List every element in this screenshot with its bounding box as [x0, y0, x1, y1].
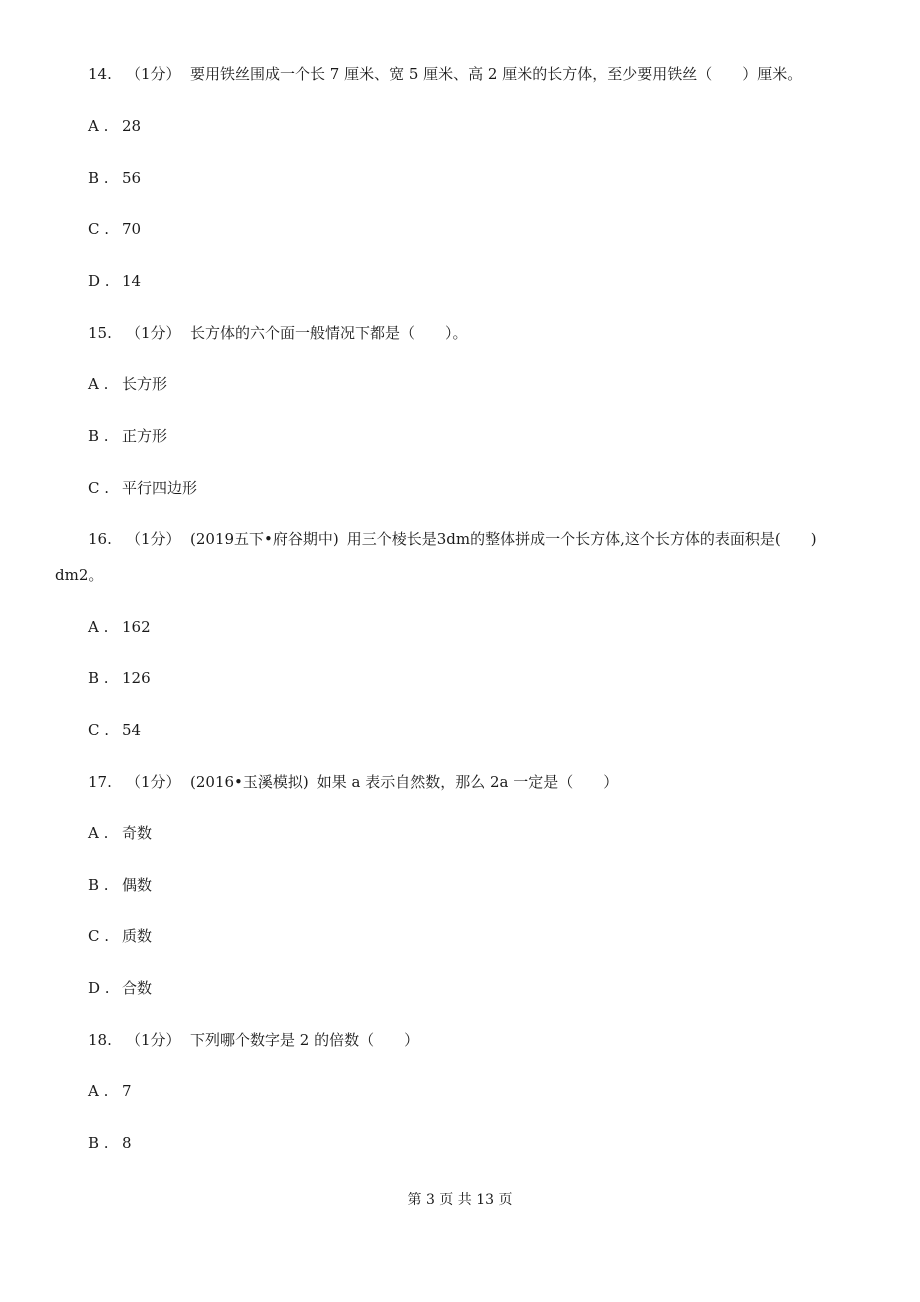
- question-17-option-a[interactable]: [88, 823, 152, 843]
- option-text: 7: [122, 1082, 132, 1100]
- option-letter: C .: [88, 479, 110, 497]
- option-text: 合数: [122, 979, 153, 997]
- option-letter: D .: [88, 272, 110, 290]
- option-text: 8: [122, 1134, 132, 1152]
- question-text: 下列哪个数字是 2 的倍数（ ）: [190, 1031, 420, 1049]
- question-score: （1分）: [126, 530, 181, 548]
- question-number: 15.: [88, 324, 112, 342]
- question-text: 如果 a 表示自然数，那么 2a 一定是（ ）: [316, 773, 619, 791]
- option-letter: D .: [88, 979, 110, 997]
- question-text: 要用铁丝围成一个长 7 厘米、宽 5 厘米、高 2 厘米的长方体，至少要用铁丝（ ）厘米。: [190, 65, 803, 83]
- option-text: 奇数: [122, 824, 153, 842]
- option-text: 正方形: [122, 427, 168, 445]
- option-text: 长方形: [122, 375, 168, 393]
- option-letter: B .: [88, 876, 109, 894]
- option-letter: A .: [88, 375, 109, 393]
- option-letter: A .: [88, 1082, 109, 1100]
- option-letter: B .: [88, 169, 109, 187]
- question-score: （1分）: [126, 1031, 181, 1049]
- option-text: 162: [122, 618, 151, 636]
- option-letter: B .: [88, 1134, 109, 1152]
- question-17-option-c[interactable]: [88, 926, 152, 946]
- option-text: 126: [122, 669, 151, 687]
- question-18-stem: [88, 1030, 419, 1050]
- question-16-option-a[interactable]: [88, 617, 151, 637]
- option-text: 54: [122, 721, 142, 739]
- option-text: 平行四边形: [122, 479, 198, 497]
- question-14-option-b[interactable]: [88, 168, 141, 188]
- option-text: 14: [122, 272, 142, 290]
- question-16-option-c[interactable]: [88, 720, 141, 740]
- question-14-option-c[interactable]: [88, 219, 141, 239]
- option-text: 偶数: [122, 876, 153, 894]
- question-16-stem: [88, 529, 817, 549]
- question-15-option-a[interactable]: [88, 374, 167, 394]
- option-text: 28: [122, 117, 142, 135]
- question-16-stem-continued: [55, 565, 103, 585]
- option-letter: A .: [88, 618, 109, 636]
- option-letter: B .: [88, 427, 109, 445]
- question-text-continued: dm2。: [55, 566, 104, 584]
- question-score: （1分）: [126, 65, 181, 83]
- question-source: (2019五下•府谷期中): [190, 530, 339, 548]
- option-letter: A .: [88, 117, 109, 135]
- option-text: 56: [122, 169, 142, 187]
- question-15-option-c[interactable]: [88, 478, 197, 498]
- option-letter: C .: [88, 927, 110, 945]
- question-number: 16.: [88, 530, 112, 548]
- question-15-option-b[interactable]: [88, 426, 167, 446]
- option-text: 70: [122, 220, 142, 238]
- question-17-stem: [88, 772, 618, 792]
- question-16-option-b[interactable]: [88, 668, 151, 688]
- option-text: 质数: [122, 927, 153, 945]
- question-score: （1分）: [126, 773, 181, 791]
- question-18-option-b[interactable]: [88, 1133, 132, 1153]
- option-letter: B .: [88, 669, 109, 687]
- question-15-stem: [88, 323, 468, 343]
- page-footer: 第 3 页 共 13 页: [407, 1192, 513, 1208]
- question-14-stem: [88, 64, 802, 84]
- question-17-option-d[interactable]: [88, 978, 152, 998]
- question-17-option-b[interactable]: [88, 875, 152, 895]
- question-number: 18.: [88, 1031, 112, 1049]
- question-score: （1分）: [126, 324, 181, 342]
- question-number: 17.: [88, 773, 112, 791]
- question-number: 14.: [88, 65, 112, 83]
- option-letter: C .: [88, 721, 110, 739]
- question-text: 长方体的六个面一般情况下都是（ ）。: [190, 324, 468, 342]
- option-letter: A .: [88, 824, 109, 842]
- question-14-option-a[interactable]: [88, 116, 141, 136]
- question-18-option-a[interactable]: [88, 1081, 132, 1101]
- question-text: 用三个棱长是3dm的整体拼成一个长方体,这个长方体的表面积是( ): [346, 530, 817, 548]
- question-14-option-d[interactable]: [88, 271, 141, 291]
- option-letter: C .: [88, 220, 110, 238]
- question-source: (2016•玉溪模拟): [190, 773, 309, 791]
